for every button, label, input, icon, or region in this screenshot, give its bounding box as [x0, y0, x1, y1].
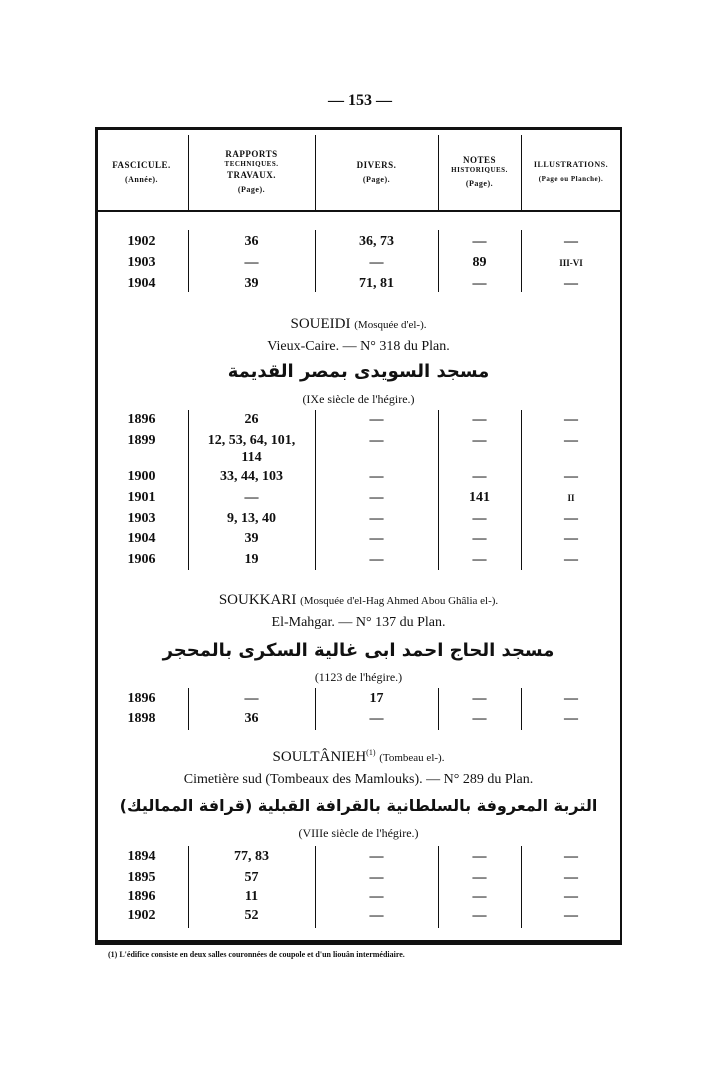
section-century: (1123 de l'hégire.)	[314, 670, 403, 684]
cell-notes: 89	[472, 255, 487, 270]
cell-illustrations: III-VI	[559, 258, 583, 268]
cell-divers: —	[369, 889, 384, 904]
cell-notes: —	[472, 469, 487, 484]
cell-notes: —	[472, 552, 487, 567]
cell-divers: —	[369, 849, 384, 864]
col-divider	[315, 410, 316, 570]
section-location: El-Mahgar. — N° 137 du Plan.	[271, 615, 446, 630]
col-divider	[521, 230, 522, 292]
cell-rapports: —	[244, 691, 259, 706]
cell-rapports: 26	[244, 412, 259, 427]
cell-divers: —	[369, 552, 384, 567]
cell-illustrations: —	[564, 412, 578, 427]
monument-name: SOULTÂNIEH	[272, 749, 367, 765]
cell-divers: —	[369, 511, 384, 526]
cell-notes: —	[472, 691, 487, 706]
monument-type: (Tombeau el-).	[379, 752, 445, 764]
header-divers-sub: (Page).	[362, 174, 391, 184]
cell-illustrations: —	[564, 691, 578, 706]
cell-rapports: 12, 53, 64, 101,	[207, 433, 296, 448]
table-row	[95, 849, 622, 867]
col-divider	[438, 688, 439, 730]
col-divider	[521, 410, 522, 570]
monument-type: (Mosquée d'el-).	[354, 319, 427, 331]
header-notes-sub: (Page).	[465, 179, 494, 189]
cell-year: 1894	[127, 849, 156, 864]
cell-year: 1906	[127, 552, 156, 567]
header-notes-l1: NOTES	[462, 154, 496, 165]
monument-name: SOUEIDI	[290, 316, 351, 332]
footnote-rule	[95, 940, 622, 942]
monument-name: SOUKKARI	[218, 592, 297, 608]
cell-notes: 141	[469, 490, 490, 505]
table-row	[95, 469, 622, 487]
cell-rapports: 19	[244, 552, 259, 567]
cell-illustrations: —	[564, 511, 578, 526]
cell-rapports: 114	[241, 450, 262, 465]
table-row	[95, 908, 622, 926]
cell-rapports: 36	[244, 234, 259, 249]
col-divider	[315, 688, 316, 730]
cell-rapports: 36	[244, 711, 259, 726]
cell-rapports: 9, 13, 40	[227, 511, 276, 526]
cell-divers: —	[369, 908, 384, 923]
section-arabic: مسجد الحاج احمد ابى غالية السكرى بالمحجر	[162, 640, 555, 661]
col-divider	[188, 688, 189, 730]
cell-divers: —	[369, 531, 384, 546]
cell-divers: 71, 81	[359, 276, 394, 291]
cell-year: 1898	[127, 711, 156, 726]
table-row	[95, 412, 622, 430]
header-rule	[95, 210, 622, 212]
cell-year: 1904	[127, 276, 156, 291]
cell-notes: —	[472, 908, 487, 923]
cell-divers: —	[369, 255, 384, 270]
cell-notes: —	[472, 276, 487, 291]
cell-notes: —	[472, 849, 487, 864]
cell-illustrations: —	[564, 849, 578, 864]
cell-rapports: —	[244, 255, 259, 270]
table-row	[95, 511, 622, 529]
cell-illustrations: —	[564, 870, 578, 885]
col-divider	[521, 688, 522, 730]
cell-year: 1902	[127, 234, 156, 249]
section-arabic: التربة المعروفة بالسلطانية بالقرافة القبلية (قرافة المماليك)	[119, 796, 598, 815]
cell-notes: —	[472, 711, 487, 726]
table-row	[95, 255, 622, 273]
col-divider	[188, 230, 189, 292]
monument-type: (Mosquée d'el-Hag Ahmed Abou Ghâlia el-).	[300, 595, 499, 607]
cell-divers: —	[369, 870, 384, 885]
cell-divers: —	[369, 490, 384, 505]
table-row	[95, 276, 622, 294]
cell-divers: —	[369, 469, 384, 484]
col-divider	[315, 230, 316, 292]
cell-year: 1902	[127, 908, 156, 923]
cell-rapports: 39	[244, 276, 259, 291]
section-location: Cimetière sud (Tombeaux des Mamlouks). — N° 289 du Plan.	[183, 772, 534, 787]
col-divider	[438, 846, 439, 928]
header-illustrations-sub: (Page ou Planche).	[538, 174, 604, 183]
cell-illustrations: —	[564, 908, 578, 923]
cell-illustrations: II	[567, 493, 575, 503]
section-arabic: مسجد السويدى بمصر القديمة	[227, 361, 490, 382]
cell-illustrations: —	[564, 234, 578, 249]
table-row	[95, 433, 622, 451]
cell-notes: —	[472, 412, 487, 427]
col-divider	[315, 846, 316, 928]
footnote-mark: (1)	[366, 748, 376, 757]
header-rapports-l1: RAPPORTS	[225, 148, 278, 159]
cell-divers: —	[369, 412, 384, 427]
cell-illustrations: —	[564, 889, 578, 904]
cell-rapports: 52	[244, 908, 259, 923]
header-rapports	[188, 134, 315, 210]
header-divider-2	[315, 135, 316, 210]
cell-year: 1903	[127, 255, 156, 270]
header-rapports-sub: (Page).	[237, 185, 266, 195]
header-rapports-l2: TECHNIQUES.	[224, 159, 279, 168]
cell-year: 1899	[127, 433, 156, 448]
table-row	[95, 870, 622, 888]
header-fascicule-sub: (Année).	[124, 174, 159, 184]
cell-rapports: 57	[244, 870, 259, 885]
section-title-soukkari	[95, 592, 622, 609]
cell-year: 1901	[127, 490, 156, 505]
cell-notes: —	[472, 234, 487, 249]
header-divers	[315, 134, 438, 210]
cell-illustrations: —	[564, 711, 578, 726]
section-location: Vieux-Caire. — N° 318 du Plan.	[267, 339, 450, 354]
col-divider	[438, 230, 439, 292]
section-century: (IXe siècle de l'hégire.)	[302, 392, 415, 406]
cell-rapports: 39	[244, 531, 259, 546]
table-row	[95, 552, 622, 570]
cell-illustrations: —	[564, 531, 578, 546]
cell-notes: —	[472, 511, 487, 526]
cell-year: 1896	[127, 691, 156, 706]
table-row	[95, 711, 622, 729]
col-divider	[438, 410, 439, 570]
cell-illustrations: —	[564, 276, 578, 291]
header-divider-4	[521, 135, 522, 210]
cell-rapports: 77, 83	[234, 849, 269, 864]
cell-rapports: 33, 44, 103	[220, 469, 283, 484]
cell-illustrations: —	[564, 552, 578, 567]
cell-divers: 36, 73	[359, 234, 394, 249]
header-notes	[438, 134, 521, 210]
header-notes-l2: HISTORIQUES.	[451, 165, 508, 174]
table-row	[95, 531, 622, 549]
table-row	[95, 450, 622, 468]
cell-notes: —	[472, 889, 487, 904]
cell-divers: —	[369, 711, 384, 726]
header-divider-3	[438, 135, 439, 210]
cell-year: 1896	[127, 889, 156, 904]
cell-illustrations: —	[564, 433, 578, 448]
header-divers-label: DIVERS.	[356, 159, 397, 170]
cell-notes: —	[472, 870, 487, 885]
cell-illustrations: —	[564, 469, 578, 484]
header-divider-1	[188, 135, 189, 210]
col-divider	[521, 846, 522, 928]
col-divider	[188, 410, 189, 570]
cell-year: 1904	[127, 531, 156, 546]
header-rapports-l3: TRAVAUX.	[227, 170, 276, 181]
table-row	[95, 889, 622, 907]
section-century: (VIIIe siècle de l'hégire.)	[298, 826, 419, 840]
cell-rapports: —	[244, 490, 259, 505]
cell-year: 1895	[127, 870, 156, 885]
cell-rapports: 11	[244, 889, 259, 904]
header-illustrations-label: ILLUSTRATIONS.	[533, 159, 609, 169]
table-row	[95, 691, 622, 709]
footnote: (1) L'édifice consiste en deux salles couronnées de coupole et d'un liouân intermédiaire.	[108, 950, 405, 959]
cell-divers: 17	[369, 691, 384, 706]
section-title-soueidi	[95, 316, 622, 333]
header-fascicule-label: FASCICULE.	[112, 159, 171, 170]
cell-year: 1896	[127, 412, 156, 427]
page-number: — 153 —	[328, 92, 392, 109]
header-illustrations	[521, 134, 621, 210]
table-row	[95, 490, 622, 508]
table-row	[95, 234, 622, 252]
cell-year: 1900	[127, 469, 156, 484]
cell-year: 1903	[127, 511, 156, 526]
header-fascicule	[95, 134, 188, 210]
col-divider	[188, 846, 189, 928]
cell-divers: —	[369, 433, 384, 448]
section-title-soultanieh	[95, 748, 622, 766]
cell-notes: —	[472, 433, 487, 448]
cell-notes: —	[472, 531, 487, 546]
